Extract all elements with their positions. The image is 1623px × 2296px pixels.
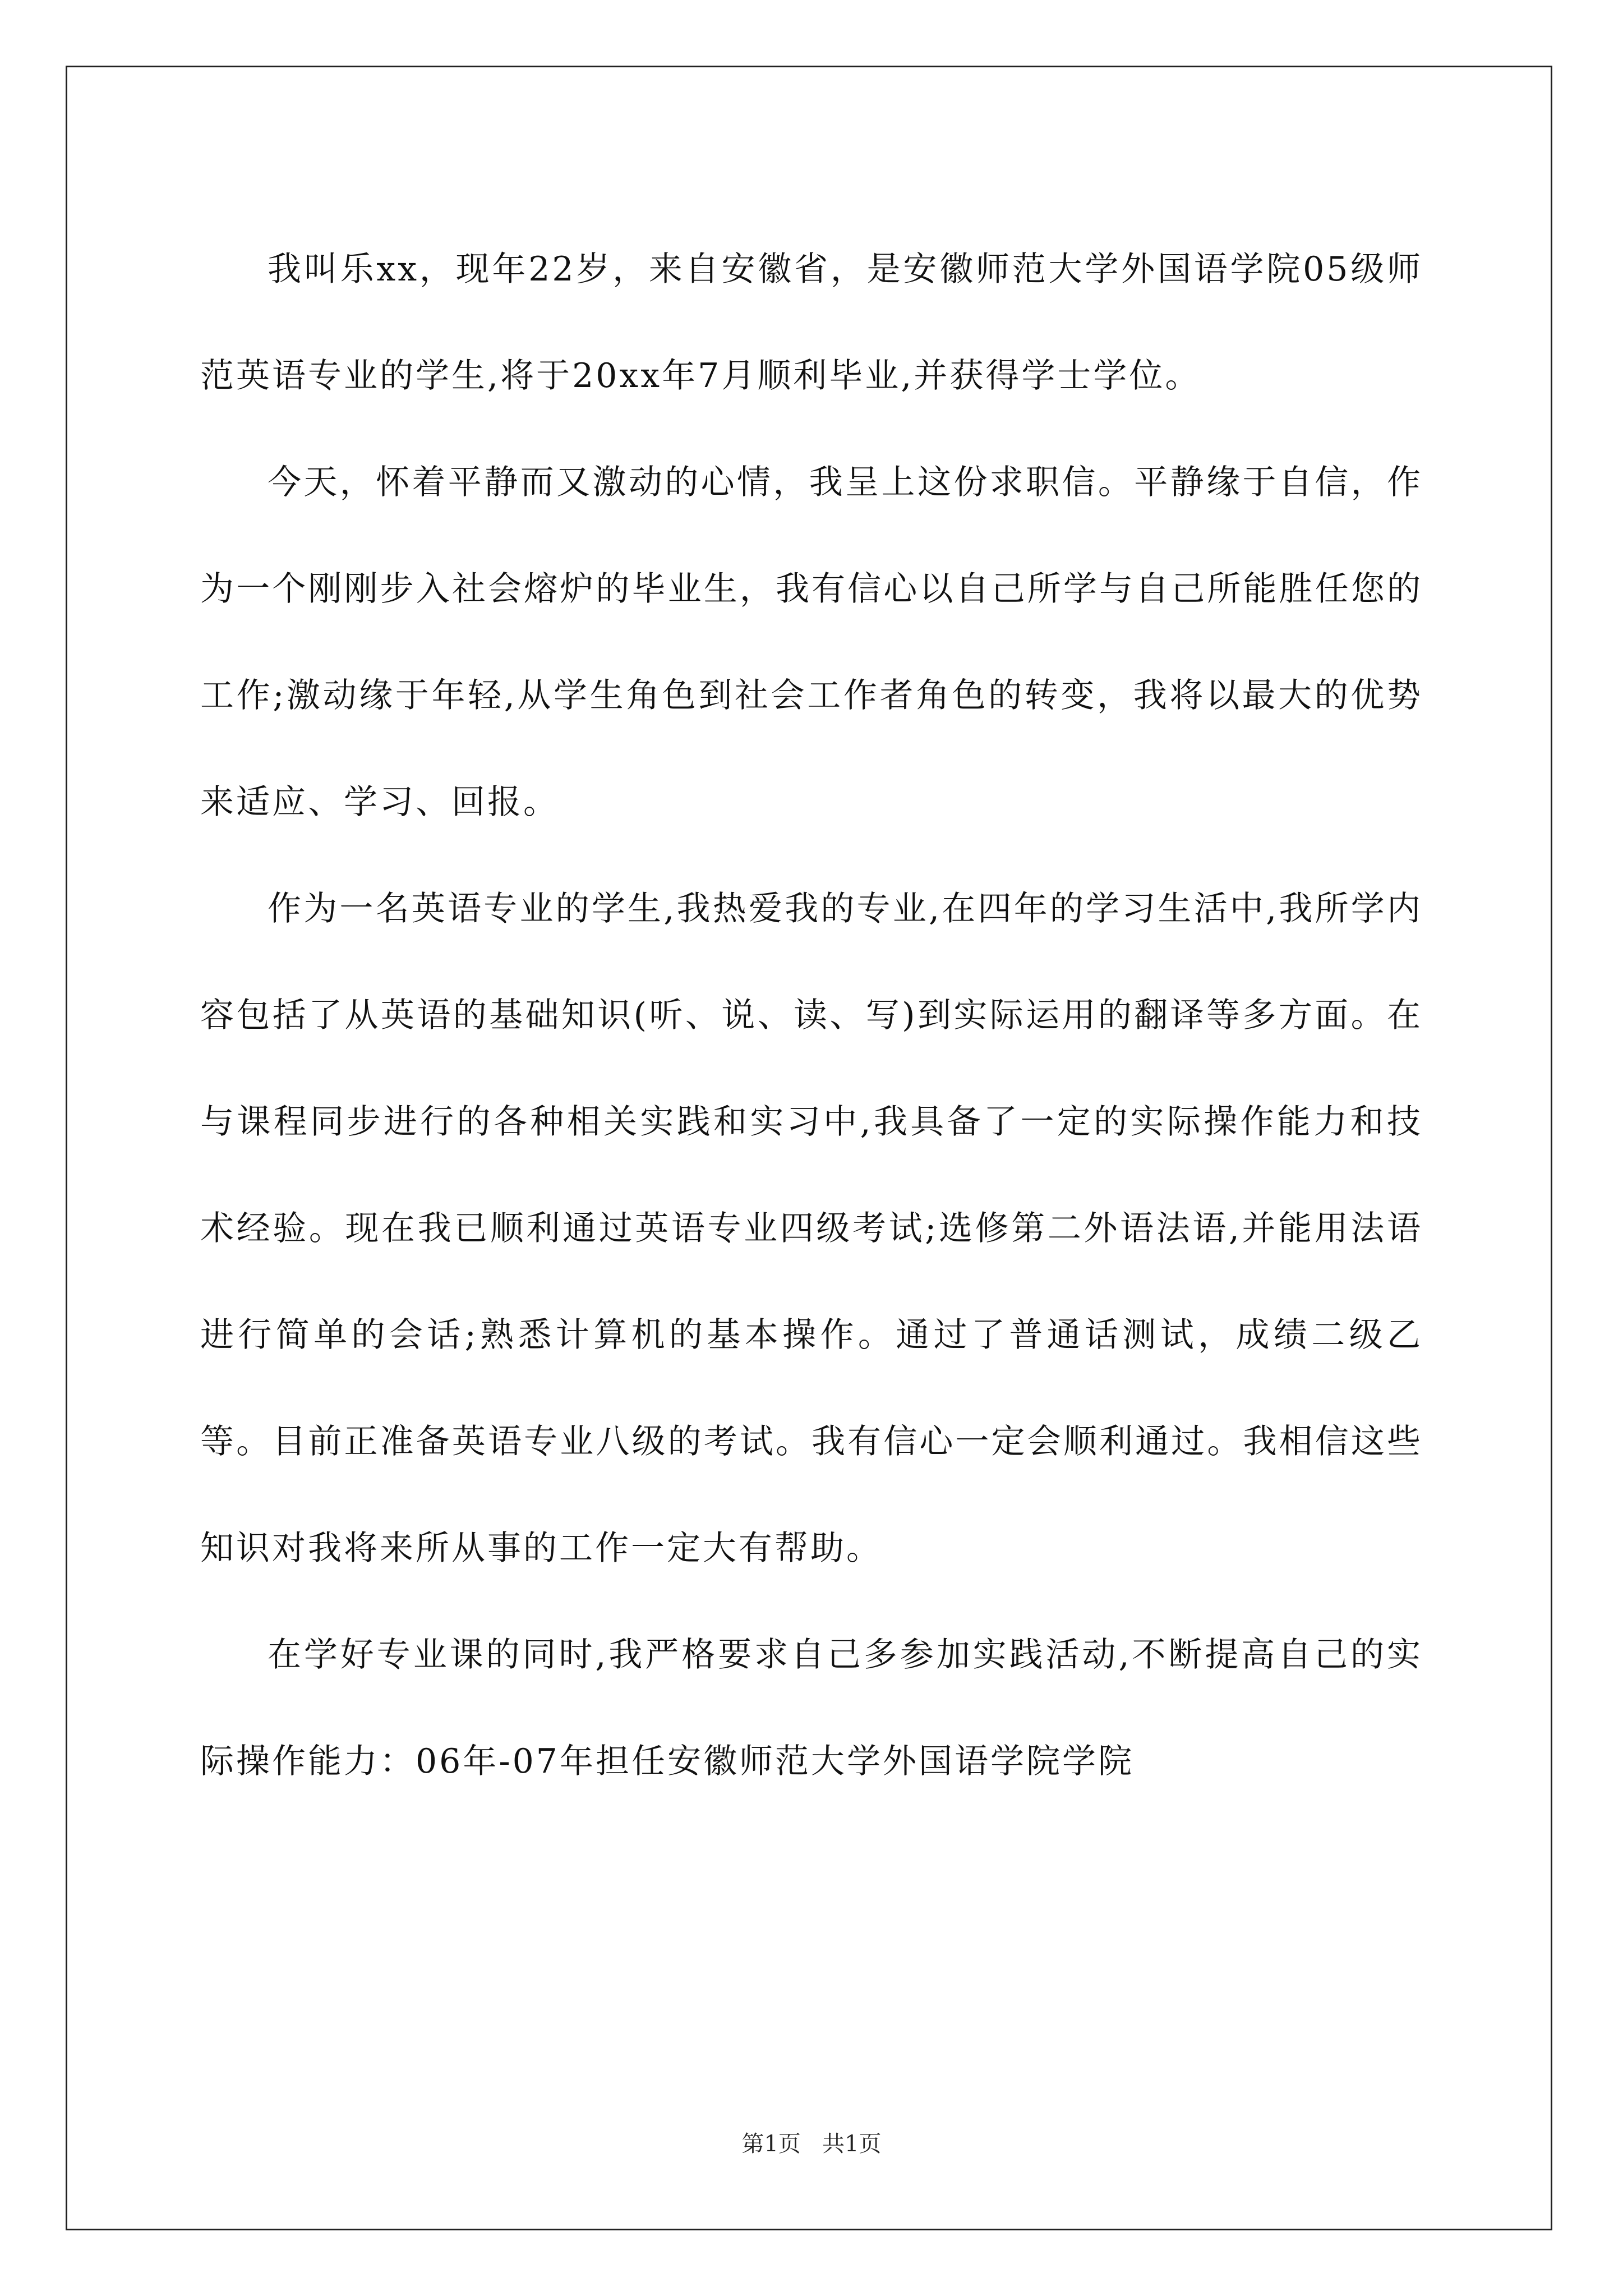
paragraph: 今天，怀着平静而又激动的心情，我呈上这份求职信。平静缘于自信，作为一个刚刚步入社会熔炉的毕业生，我有信心以自己所学与自己所能胜任您的工作;激动缘于年轻,从学生角色到社会工作者角色的转变，我将以最大的优势来适应、学习、回报。 [200,463,1423,822]
paragraph: 我叫乐xx，现年22岁，来自安徽省，是安徽师范大学外国语学院05级师范英语专业的学生,将于20xx年7月顺利毕业,并获得学士学位。 [200,250,1423,395]
paragraph: 作为一名英语专业的学生,我热爱我的专业,在四年的学习生活中,我所学内容包括了从英语的基础知识(听、说、读、写)到实际运用的翻译等多方面。在与课程同步进行的各种相关实践和实习中,我具备了一定的实际操作能力和技术经验。现在我已顺利通过英语专业四级考试;选修第二外语法语,并能用法语进行简单的会话;熟悉计算机的基本操作。通过了普通话测试，成绩二级乙等。目前正准备英语专业八级的考试。我有信心一定会顺利通过。我相信这些知识对我将来所从事的工作一定大有帮助。 [200,889,1423,1568]
page-number: 第1页 共1页 [741,2131,882,2157]
paragraph: 在学好专业课的同时,我严格要求自己多参加实践活动,不断提高自己的实际操作能力：06年-07年担任安徽师范大学外国语学院学院 [200,1635,1423,1781]
document-body [200,216,1423,1815]
